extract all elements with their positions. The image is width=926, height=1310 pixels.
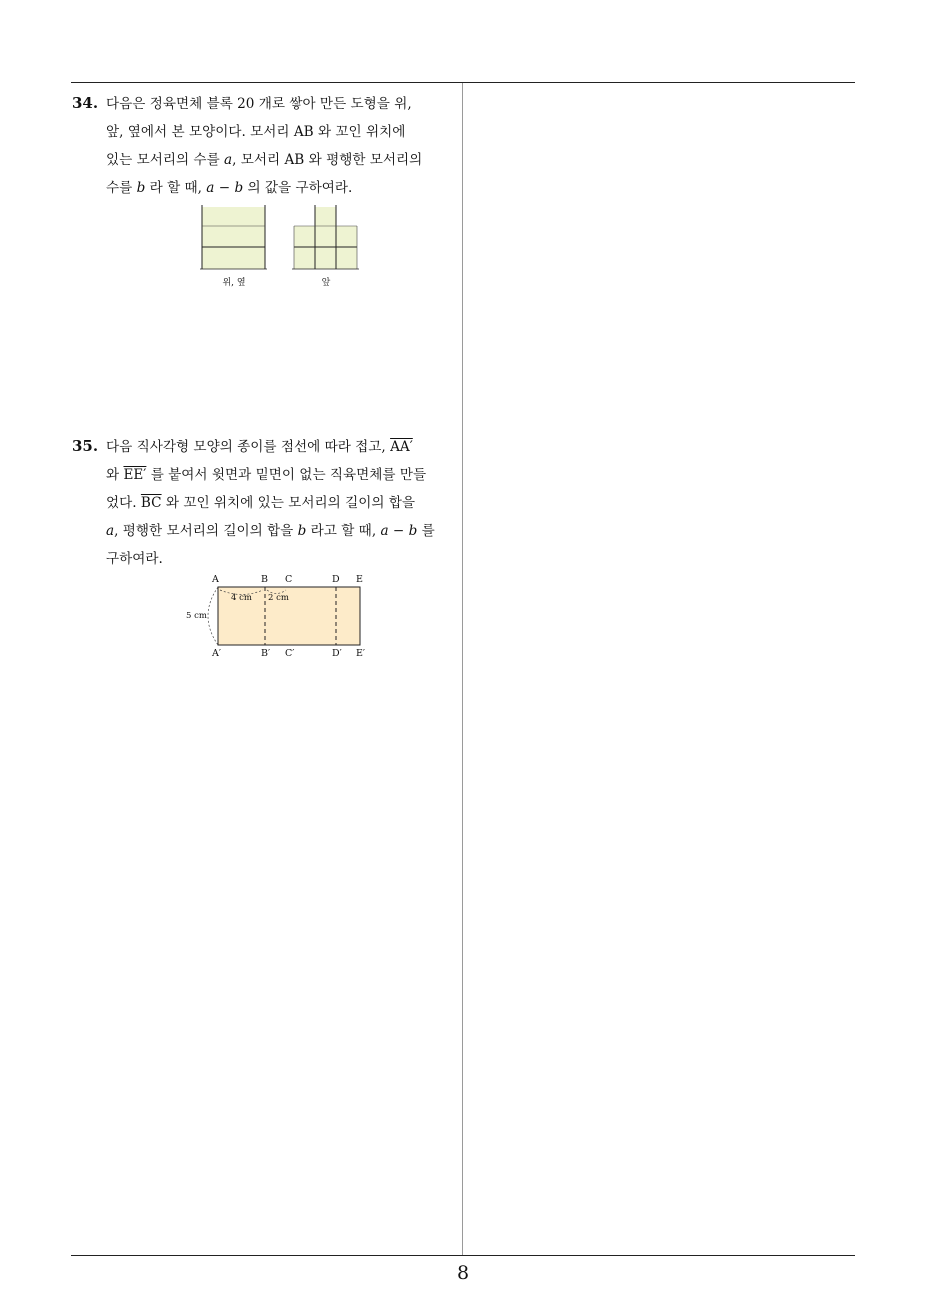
dim-label-5cm: 5 cm bbox=[186, 611, 207, 621]
point-c-prime: C′ bbox=[285, 648, 295, 659]
header-rule bbox=[71, 82, 855, 83]
figure-34-svg bbox=[200, 205, 360, 273]
problem-35-line-3: 었다. $\overline{BC}$ 와 꼬인 위치에 있는 모서리의 길이의 합을 bbox=[106, 495, 416, 511]
figure-35-net bbox=[184, 573, 384, 665]
footer-rule bbox=[71, 1255, 855, 1256]
point-c: C bbox=[285, 574, 293, 585]
problem-34-line-1: 34. 다음은 정육면체 블록 20 개로 쌓아 만든 도형을 위, bbox=[72, 89, 464, 118]
problem-35-line-2: 와 EE′ 를 붙여서 윗면과 밑면이 없는 직육면체를 만들 bbox=[106, 467, 427, 483]
problem-number: 34. bbox=[72, 94, 99, 112]
point-b: B bbox=[261, 574, 268, 585]
figure-34-views bbox=[200, 205, 360, 288]
point-b-prime: B′ bbox=[261, 648, 271, 659]
dim-arc-height bbox=[208, 587, 218, 645]
point-d: D bbox=[332, 574, 340, 585]
problem-35-line-4: a, 평행한 모서리의 길이의 합을 b 라고 할 때, a − b 를 bbox=[106, 523, 435, 539]
dim-label-2cm: 2 cm bbox=[268, 593, 289, 603]
problem-35-line-1: 35. 다음 직사각형 모양의 종이를 점선에 따라 접고, AA′ bbox=[72, 432, 464, 461]
label-top-side: 위, 옆 bbox=[222, 278, 246, 288]
problem-34-line-2: 앞, 옆에서 본 모양이다. 모서리 AB 와 꼬인 위치에 bbox=[106, 124, 406, 140]
column-divider bbox=[462, 83, 463, 1255]
dim-label-4cm: 4 cm bbox=[231, 593, 252, 603]
problem-number: 35. bbox=[72, 437, 99, 455]
problem-35 bbox=[72, 432, 464, 573]
front-view-top-fill bbox=[315, 207, 336, 226]
point-e-prime: E′ bbox=[356, 648, 366, 659]
problem-34-line-4: 수를 b 라 할 때, a − b 의 값을 구하여라. bbox=[106, 180, 353, 196]
point-e: E bbox=[356, 574, 363, 585]
problem-34-line-3: 있는 모서리의 수를 a, 모서리 AB 와 평행한 모서리의 bbox=[106, 152, 423, 168]
point-a: A bbox=[212, 574, 219, 585]
top-side-view-fill bbox=[202, 207, 265, 269]
label-front: 앞 bbox=[321, 278, 331, 288]
point-d-prime: D′ bbox=[332, 648, 342, 659]
problem-34 bbox=[72, 89, 464, 202]
page-number: 8 bbox=[456, 1262, 470, 1284]
point-a-prime: A′ bbox=[212, 648, 222, 659]
problem-35-line-5: 구하여라. bbox=[106, 551, 163, 567]
